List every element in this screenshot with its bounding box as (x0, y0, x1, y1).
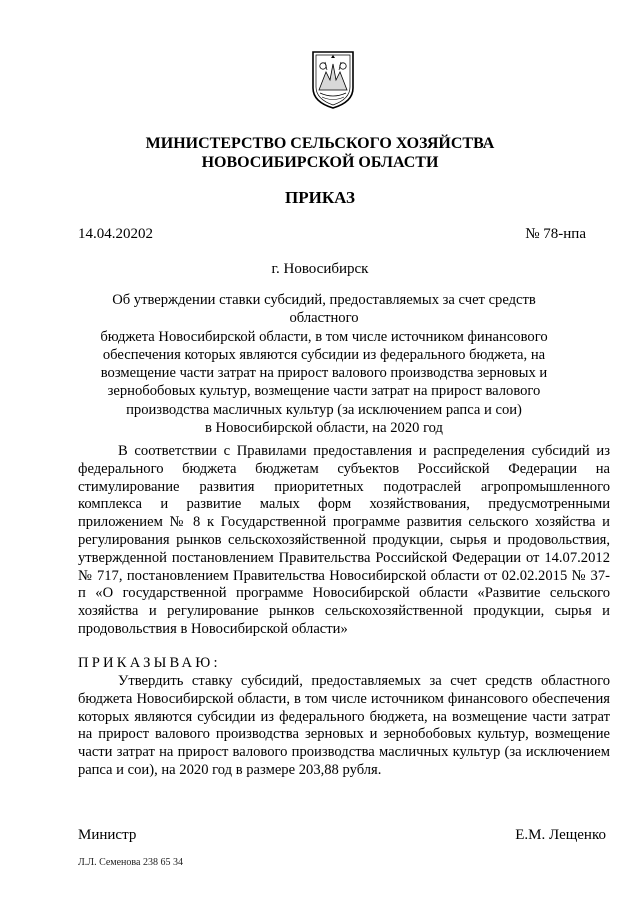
subject-line: зернобобовых культур, возмещение части затрат на прирост валового (107, 383, 541, 400)
coat-of-arms-icon (310, 50, 356, 110)
subject-line: бюджета Новосибирской области, в том числе источником финансового (100, 328, 548, 345)
subject-line: Об утверждении ставки субсидий, предоставляемых за счет средств областного (112, 292, 536, 327)
executor-note: Л.Л. Семенова 238 65 34 (78, 857, 183, 868)
subject-line: в Новосибирской области, на 2020 год (204, 420, 443, 437)
ministry-name (0, 134, 640, 172)
doc-type-title: ПРИКАЗ (285, 188, 355, 207)
subject-line: возмещение части затрат на прирост валового производства зерновых и (100, 365, 548, 382)
decree-word: ПРИКАЗЫВАЮ: (78, 655, 221, 671)
signatory-position: Министр (78, 827, 137, 843)
order-city: г. Новосибирск (271, 261, 369, 277)
order-subject (82, 291, 566, 437)
order-number: № 78-нпа (525, 226, 586, 242)
decree-point: Утвердить ставку субсидий, предоставляемых за счет средств областного бюджета Новосибирской области, в том числе источником финансового обеспечения которых являются субсидии из федерального бюджета, на возмещение части затрат на прирост валового производства зерновых и зернобобовых культур, возмещение части затрат на прирост валового производства масличных культур (за исключением рапса и сои), на 2020 год в размере 203,88 рубля. (78, 673, 610, 778)
subject-line: производства масличных культур (за исключением рапса и сои) (126, 401, 522, 418)
ministry-line-1: МИНИСТЕРСТВО СЕЛЬСКОГО ХОЗЯЙСТВА (145, 135, 495, 152)
basis-paragraph: В соответствии с Правилами предоставления и распределения субсидий из федерального бюджета бюджетам субъектов Российской Федерации на стимулирование развития приоритетных подотраслей агропромышленного комплекса и развитие малых форм хозяйствования, предусмотренными приложением № 8 к Государственной программе развития сельского хозяйства и регулирования рынков сельскохозяйственной продукции, сырья и продовольствия, утвержденной постановлением Правительства Российской Федерации от 14.07.2012 № 717, постановлением Правительства Новосибирской области от 02.02.2015 № 37-п «О государственной программе Новосибирской области «Развитие сельского хозяйства и регулирование рынков сельскохозяйственной продукции, сырья и продовольствия в Новосибирской области» (78, 443, 610, 637)
signatory-name: Е.М. Лещенко (515, 827, 606, 843)
ministry-line-2: НОВОСИБИРСКОЙ ОБЛАСТИ (201, 154, 439, 171)
subject-line: обеспечения которых являются субсидии из федерального бюджета, на (102, 346, 546, 363)
order-date: 14.04.20202 (78, 226, 153, 242)
